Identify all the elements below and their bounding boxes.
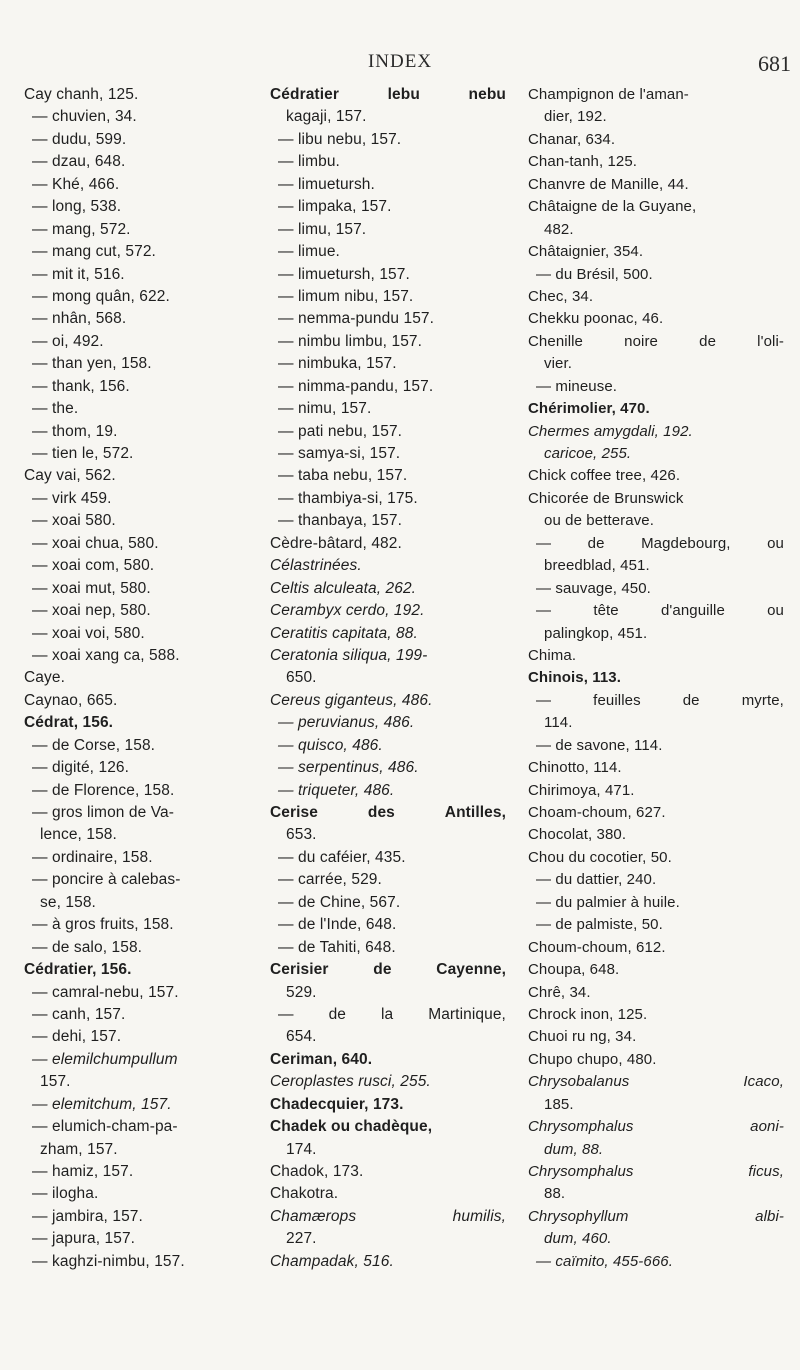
index-subentry: — long, 538. — [24, 196, 256, 218]
index-entry: Chermes amygdali, 192. — [528, 422, 693, 440]
index-entry: Chadecquier, 173. — [270, 1095, 404, 1113]
index-entry: Champignon de l'aman- — [528, 86, 689, 103]
index-subentry: — du caféier, 435. — [270, 847, 508, 869]
index-entry: Chrysomphalus ficus, — [528, 1163, 784, 1180]
index-subentry: — peruvianus, 486. — [270, 712, 508, 734]
index-subentry: — du Brésil, 500. — [528, 264, 786, 286]
index-subentry: — kaghzi-nimbu, 157. — [24, 1251, 256, 1273]
index-subentry: — gros limon de Va- — [24, 802, 256, 824]
index-subentry: — de savone, 114. — [528, 735, 786, 757]
index-column-1 — [24, 84, 256, 1273]
index-entry: Cerise des Antilles, — [270, 804, 506, 821]
index-subentry: — xoai voi, 580. — [24, 623, 256, 645]
index-subentry: — à gros fruits, 158. — [24, 914, 256, 936]
index-subentry: — tien le, 572. — [24, 443, 256, 465]
index-subentry: — Khé, 466. — [24, 174, 256, 196]
index-subentry: — mit it, 516. — [24, 264, 256, 286]
index-subentry: — de Florence, 158. — [24, 780, 256, 802]
index-continuation: se, 158. — [40, 893, 96, 911]
index-entry: Celtis alculeata, 262. — [270, 579, 417, 597]
index-subentry: — limbu. — [270, 151, 508, 173]
index-entry: Chan-tanh, 125. — [528, 153, 638, 171]
index-entry: Célastrinées. — [270, 557, 362, 575]
index-entry: Cédratier, 156. — [24, 961, 132, 979]
index-entry: Chrysophyllum albi- — [528, 1207, 784, 1225]
index-subentry: — limuetursh. — [270, 174, 508, 196]
index-subentry: — nemma-pundu 157. — [270, 308, 508, 330]
index-subentry: — thanbaya, 157. — [270, 510, 508, 532]
index-continuation: dum, 88. — [544, 1140, 604, 1158]
index-subentry: — limum nibu, 157. — [270, 286, 508, 308]
index-subentry: — dudu, 599. — [24, 129, 256, 151]
index-subentry: — nimbuka, 157. — [270, 353, 508, 375]
index-entry: Chupo chupo, 480. — [528, 1050, 657, 1068]
index-subentry: — mong quân, 622. — [24, 286, 256, 308]
index-subentry: — digité, 126. — [24, 757, 256, 779]
index-entry: Chocolat, 380. — [528, 826, 627, 844]
index-subentry: — de Chine, 567. — [270, 892, 508, 914]
index-entry: Châtaignier, 354. — [528, 243, 644, 261]
index-subentry: — limuetursh, 157. — [270, 264, 508, 286]
index-continuation: dum, 460. — [544, 1230, 612, 1248]
index-entry: Choam-choum, 627. — [528, 804, 666, 821]
index-subentry: — xoai nep, 580. — [24, 600, 256, 622]
index-subentry: — feuilles de myrte, — [528, 690, 786, 712]
index-entry: Cerisier de Cayenne, — [270, 961, 506, 979]
index-column-2 — [270, 84, 508, 1273]
index-entry: Chrysomphalus aoni- — [528, 1118, 784, 1136]
index-continuation: 482. — [544, 220, 574, 238]
index-continuation: palingkop, 451. — [544, 624, 648, 642]
index-subentry: — caïmito, 455-666. — [528, 1251, 786, 1273]
index-subentry: — nimma-pandu, 157. — [270, 376, 508, 398]
index-subentry: — dehi, 157. — [24, 1026, 256, 1048]
index-entry: Chekku poonac, 46. — [528, 310, 664, 328]
index-continuation: 88. — [544, 1185, 566, 1203]
index-entry: Cay vai, 562. — [24, 467, 116, 485]
index-entry: Chenille noire de l'oli- — [528, 332, 784, 350]
index-entry: Chima. — [528, 646, 577, 664]
index-entry: Cerambyx cerdo, 192. — [270, 602, 425, 620]
index-subentry: — du dattier, 240. — [528, 869, 786, 891]
index-continuation: 227. — [286, 1230, 317, 1248]
index-subentry: — elemilchumpullum — [24, 1049, 256, 1071]
index-subentry: — thom, 19. — [24, 421, 256, 443]
index-subentry: — taba nebu, 157. — [270, 465, 508, 487]
index-subentry: — oi, 492. — [24, 331, 256, 353]
index-continuation: vier. — [544, 355, 573, 373]
index-entry: Choum-choum, 612. — [528, 938, 666, 956]
index-subentry: — mang, 572. — [24, 219, 256, 241]
index-entry: Choupa, 648. — [528, 961, 620, 979]
index-subentry: — mang cut, 572. — [24, 241, 256, 263]
index-entry: Cédratier lebu nebu — [270, 86, 506, 103]
index-subentry: — japura, 157. — [24, 1228, 256, 1250]
index-entry: Cèdre-bâtard, 482. — [270, 534, 402, 552]
index-entry: Ceratonia siliqua, 199- — [270, 646, 428, 664]
index-subentry: — de Corse, 158. — [24, 735, 256, 757]
index-subentry: — poncire à calebas- — [24, 869, 256, 891]
index-continuation: lence, 158. — [40, 826, 117, 844]
index-subentry: — limpaka, 157. — [270, 196, 508, 218]
index-continuation: ou de betterave. — [544, 512, 655, 530]
index-continuation: 114. — [544, 714, 573, 732]
index-subentry: — limue. — [270, 241, 508, 263]
index-subentry: — elemitchum, 157. — [24, 1094, 256, 1116]
index-subentry: — de palmiste, 50. — [528, 914, 786, 936]
index-entry: Chamærops humilis, — [270, 1207, 506, 1225]
index-subentry: — than yen, 158. — [24, 353, 256, 375]
index-entry: Cay chanh, 125. — [24, 86, 139, 103]
index-continuation: 185. — [544, 1095, 574, 1113]
index-continuation: 174. — [286, 1140, 317, 1158]
index-subentry: — chuvien, 34. — [24, 106, 256, 128]
index-subentry: — canh, 157. — [24, 1004, 256, 1026]
index-entry: Chrock inon, 125. — [528, 1005, 648, 1023]
index-entry: Caynao, 665. — [24, 691, 118, 709]
index-entry: Chirimoya, 471. — [528, 781, 635, 799]
index-entry: Ceroplastes rusci, 255. — [270, 1073, 431, 1091]
index-subentry: — de la Martinique, — [270, 1004, 508, 1026]
index-subentry: — de l'Inde, 648. — [270, 914, 508, 936]
index-subentry: — mineuse. — [528, 376, 786, 398]
index-entry: Caye. — [24, 669, 65, 687]
index-subentry: — nimu, 157. — [270, 398, 508, 420]
index-continuation: zham, 157. — [40, 1140, 118, 1158]
index-entry: Chakotra. — [270, 1185, 339, 1203]
index-subentry: — samya-si, 157. — [270, 443, 508, 465]
index-continuation: breedblad, 451. — [544, 557, 650, 575]
index-continuation: 653. — [286, 826, 317, 844]
index-subentry: — xoai com, 580. — [24, 555, 256, 577]
index-column-3 — [528, 84, 786, 1273]
index-subentry: — pati nebu, 157. — [270, 421, 508, 443]
index-subentry: — libu nebu, 157. — [270, 129, 508, 151]
index-subentry: — xoai chua, 580. — [24, 533, 256, 555]
index-entry: Chadok, 173. — [270, 1163, 364, 1180]
index-subentry: — limu, 157. — [270, 219, 508, 241]
index-entry: Châtaigne de la Guyane, — [528, 198, 697, 216]
index-entry: Ceriman, 640. — [270, 1050, 373, 1068]
index-continuation: 529. — [286, 983, 317, 1001]
index-continuation: dier, 192. — [544, 108, 607, 126]
page-number: 681 — [758, 51, 791, 76]
index-continuation: 650. — [286, 669, 317, 687]
index-subentry: — de salo, 158. — [24, 937, 256, 959]
index-subentry: — sauvage, 450. — [528, 578, 786, 600]
index-continuation: 654. — [286, 1028, 317, 1046]
index-entry: Ceratitis capitata, 88. — [270, 624, 418, 642]
index-subentry: — jambira, 157. — [24, 1206, 256, 1228]
index-subentry: — de Magdebourg, ou — [528, 533, 786, 555]
index-continuation: 157. — [40, 1073, 71, 1091]
index-subentry: — xoai mut, 580. — [24, 578, 256, 600]
index-columns — [0, 84, 800, 1364]
index-entry: Chanvre de Manille, 44. — [528, 175, 689, 193]
index-subentry: — du palmier à huile. — [528, 892, 786, 914]
index-subentry: — the. — [24, 398, 256, 420]
index-subentry: — xoai 580. — [24, 510, 256, 532]
index-entry: Chérimolier, 470. — [528, 400, 650, 418]
index-subentry: — thambiya-si, 175. — [270, 488, 508, 510]
running-head — [0, 51, 800, 75]
index-subentry: — tête d'anguille ou — [528, 600, 786, 622]
index-entry: Chick coffee tree, 426. — [528, 467, 681, 485]
index-subentry: — camral-nebu, 157. — [24, 982, 256, 1004]
index-entry: Chrysobalanus Icaco, — [528, 1073, 784, 1091]
index-subentry: — virk 459. — [24, 488, 256, 510]
index-subentry: — nhân, 568. — [24, 308, 256, 330]
index-subentry: — elumich-cham-pa- — [24, 1116, 256, 1138]
index-continuation: caricoe, 255. — [544, 445, 632, 462]
index-entry: Cereus giganteus, 486. — [270, 691, 433, 709]
index-subentry: — dzau, 648. — [24, 151, 256, 173]
index-subentry: — de Tahiti, 648. — [270, 937, 508, 959]
index-entry: Chuoi ru ng, 34. — [528, 1028, 637, 1046]
page-title: INDEX — [367, 51, 433, 72]
index-entry: Chanar, 634. — [528, 130, 616, 148]
index-subentry: — serpentinus, 486. — [270, 757, 508, 779]
index-subentry: — ilogha. — [24, 1183, 256, 1205]
index-subentry: — hamiz, 157. — [24, 1161, 256, 1183]
index-subentry: — carrée, 529. — [270, 869, 508, 891]
index-subentry: — triqueter, 486. — [270, 780, 508, 802]
index-subentry: — thank, 156. — [24, 376, 256, 398]
index-entry: Chadek ou chadèque, — [270, 1118, 433, 1136]
index-entry: Cédrat, 156. — [24, 714, 114, 732]
index-entry: Champadak, 516. — [270, 1252, 394, 1270]
index-subentry: — quisco, 486. — [270, 735, 508, 757]
index-subentry: — ordinaire, 158. — [24, 847, 256, 869]
index-subentry: — xoai xang ca, 588. — [24, 645, 256, 667]
index-entry: Chinois, 113. — [528, 669, 621, 687]
index-entry: Chrê, 34. — [528, 983, 591, 1001]
index-entry: Chec, 34. — [528, 287, 594, 305]
index-continuation: kagaji, 157. — [286, 108, 367, 126]
index-entry: Chicorée de Brunswick — [528, 489, 684, 507]
index-subentry: — nimbu limbu, 157. — [270, 331, 508, 353]
index-entry: Chinotto, 114. — [528, 759, 622, 777]
index-entry: Chou du cocotier, 50. — [528, 848, 672, 866]
